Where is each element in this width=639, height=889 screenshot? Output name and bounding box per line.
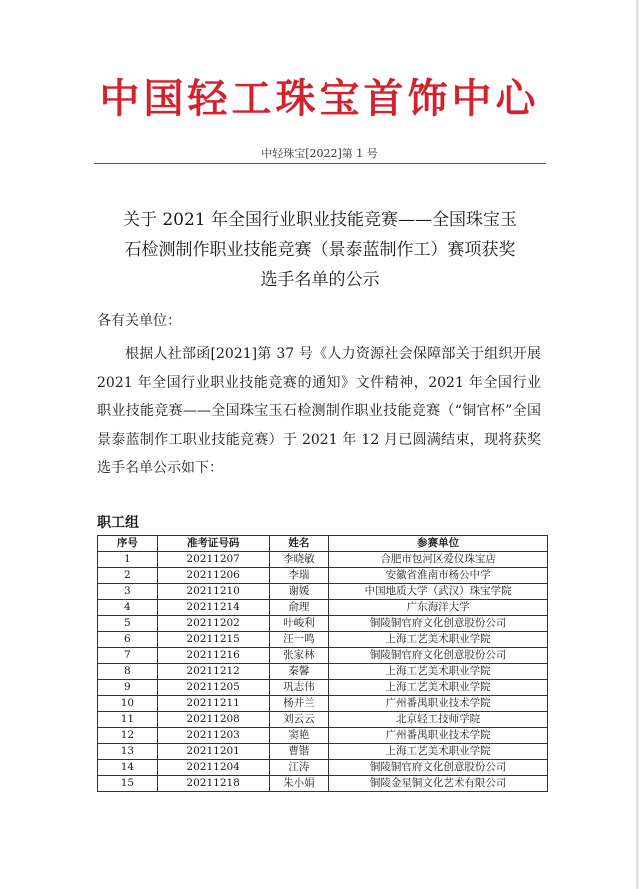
cell-exam-number: 20211212 [157,664,269,680]
cell-organization: 上海工艺美术职业学院 [329,680,548,696]
cell-exam-number: 20211211 [157,696,269,712]
cell-exam-number: 20211214 [157,600,269,616]
cell-exam-number: 20211208 [157,712,269,728]
header-name: 姓名 [269,536,329,552]
cell-name: 窦艳 [269,728,329,744]
cell-exam-number: 20211210 [157,584,269,600]
cell-exam-number: 20211206 [157,568,269,584]
table-row [98,696,548,712]
table-row [98,712,548,728]
section-heading: 职工组 [97,515,139,531]
cell-organization: 铜陵铜官府文化创意股份公司 [329,648,548,664]
org-letterhead-title: 中国轻工珠宝首饰中心 [99,76,540,122]
cell-exam-number: 20211202 [157,616,269,632]
cell-name: 谢媛 [269,584,329,600]
cell-name: 刘云云 [269,712,329,728]
cell-index: 10 [98,696,158,712]
cell-index: 6 [98,632,158,648]
cell-index: 5 [98,616,158,632]
cell-organization: 合肥市包河区爱仪珠宝店 [329,552,548,568]
salutation: 各有关单位： [97,313,181,329]
cell-name: 李晓敏 [269,552,329,568]
cell-name: 杨井兰 [269,696,329,712]
cell-name: 曹锴 [269,744,329,760]
cell-index: 12 [98,728,158,744]
table-row [98,552,548,568]
cell-exam-number: 20211205 [157,680,269,696]
cell-exam-number: 20211207 [157,552,269,568]
table-row [98,600,548,616]
cell-organization: 铜陵金星铜文化艺术有限公司 [329,776,548,792]
table-row [98,568,548,584]
cell-organization: 广州番禺职业技术学院 [329,696,548,712]
letterhead-divider [94,163,546,164]
document-title [96,205,544,295]
header-exam-number: 准考证号码 [157,536,269,552]
table-row [98,648,548,664]
header-index: 序号 [98,536,158,552]
table-row [98,760,548,776]
table-row [98,680,548,696]
cell-exam-number: 20211203 [157,728,269,744]
cell-index: 9 [98,680,158,696]
cell-index: 11 [98,712,158,728]
cell-index: 3 [98,584,158,600]
cell-name: 江涛 [269,760,329,776]
body-paragraph: 根据人社部函[2021]第 37 号《人力资源社会保障部关于组织开展 2021 年全国行业职业技能竞赛的通知》文件精神，2021 年全国行业职业技能竞赛——全国珠宝玉石检测制作职业技能竞赛（“铜官杯”全国景泰蓝制作工职业技能竞赛）于 2021 年 12 月已圆满结束，现将获奖选手名单公示如下： [97,346,541,476]
table-row [98,616,548,632]
cell-organization: 上海工艺美术职业学院 [329,744,548,760]
document-number: 中轻珠宝[2022]第 1 号 [261,147,378,160]
cell-index: 4 [98,600,158,616]
table-row [98,744,548,760]
cell-exam-number: 20211204 [157,760,269,776]
cell-index: 8 [98,664,158,680]
table-row [98,728,548,744]
table-header-row [98,536,548,552]
cell-organization: 安徽省淮南市杨公中学 [329,568,548,584]
cell-index: 1 [98,552,158,568]
cell-name: 秦馨 [269,664,329,680]
cell-name: 俞理 [269,600,329,616]
header-organization: 参赛单位 [329,536,548,552]
cell-index: 2 [98,568,158,584]
cell-organization: 上海工艺美术职业学院 [329,632,548,648]
cell-name: 朱小娟 [269,776,329,792]
cell-name: 叶峻利 [269,616,329,632]
cell-exam-number: 20211216 [157,648,269,664]
title-line-3: 选手名单的公示 [260,270,380,290]
cell-name: 李瑞 [269,568,329,584]
title-line-2: 石检测制作职业技能竞赛（景泰蓝制作工）赛项获奖 [124,240,516,260]
table-row [98,584,548,600]
cell-organization: 上海工艺美术职业学院 [329,664,548,680]
cell-name: 张家林 [269,648,329,664]
cell-organization: 铜陵铜官府文化创意股份公司 [329,616,548,632]
cell-index: 15 [98,776,158,792]
cell-organization: 铜陵铜官府文化创意股份公司 [329,760,548,776]
title-line-1: 关于 2021 年全国行业职业技能竞赛——全国珠宝玉 [122,210,518,230]
cell-exam-number: 20211201 [157,744,269,760]
table-row [98,664,548,680]
cell-organization: 广州番禺职业技术学院 [329,728,548,744]
cell-name: 巩志伟 [269,680,329,696]
cell-index: 13 [98,744,158,760]
cell-exam-number: 20211215 [157,632,269,648]
cell-organization: 广东海洋大学 [329,600,548,616]
cell-index: 14 [98,760,158,776]
cell-exam-number: 20211218 [157,776,269,792]
winners-table [97,535,548,792]
cell-organization: 中国地质大学（武汉）珠宝学院 [329,584,548,600]
cell-index: 7 [98,648,158,664]
cell-organization: 北京轻工技师学院 [329,712,548,728]
cell-name: 汪一鸣 [269,632,329,648]
table-row [98,776,548,792]
table-row [98,632,548,648]
